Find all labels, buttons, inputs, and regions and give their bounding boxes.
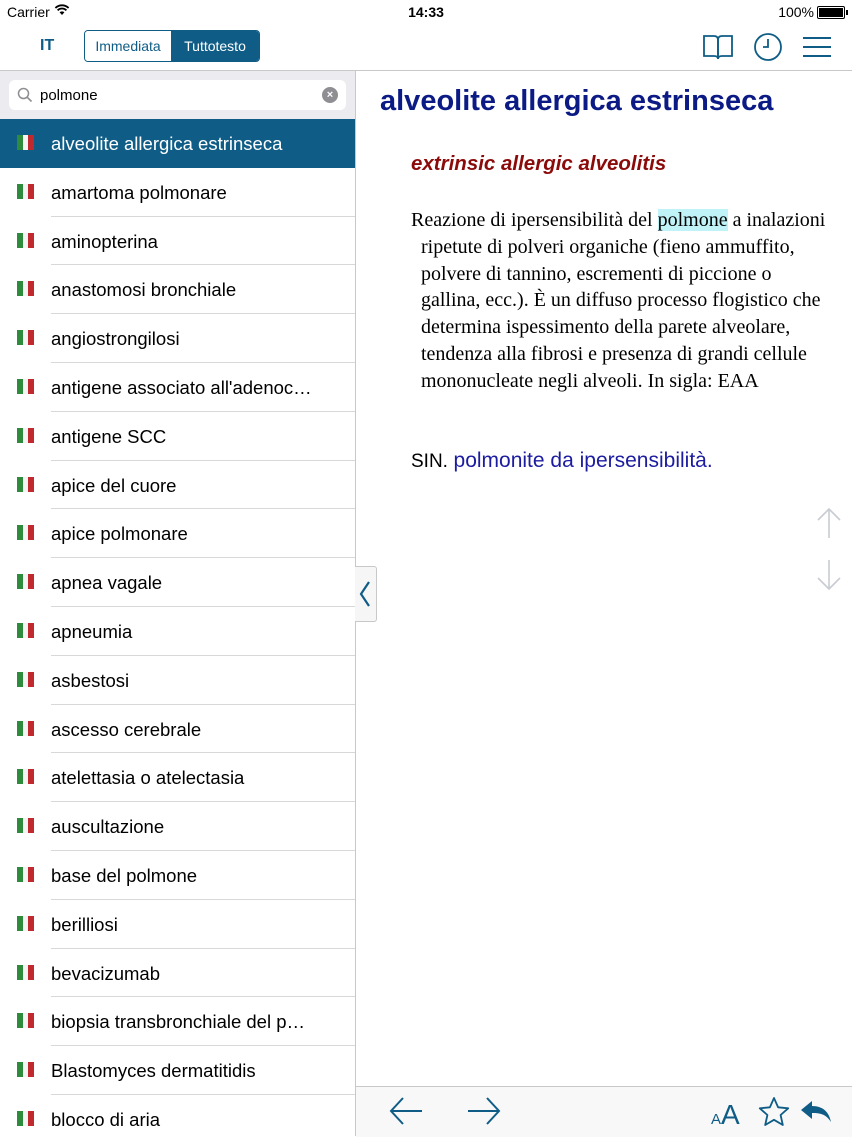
list-item[interactable] — [0, 753, 355, 802]
list-item[interactable] — [0, 997, 355, 1046]
list-item-label: base del polmone — [51, 864, 198, 886]
list-item[interactable] — [0, 509, 355, 558]
menu-icon[interactable] — [801, 32, 833, 62]
italian-flag-icon — [17, 818, 34, 833]
list-item[interactable] — [0, 168, 355, 217]
list-item[interactable] — [0, 802, 355, 851]
italian-flag-icon — [17, 916, 34, 931]
history-icon[interactable] — [752, 32, 784, 62]
list-item[interactable] — [0, 949, 355, 998]
synonym-suffix: . — [706, 449, 713, 472]
list-item-label: angiostrongilosi — [51, 328, 180, 350]
italian-flag-icon — [17, 233, 34, 248]
list-item[interactable] — [0, 705, 355, 754]
list-item-label: antigene associato all'adenoc… — [51, 376, 312, 398]
italian-flag-icon — [17, 965, 34, 980]
entry-title: alveolite allergica estrinseca — [380, 85, 774, 117]
italian-flag-icon — [17, 135, 34, 150]
list-item-label: apneumia — [51, 620, 133, 642]
list-item-label: antigene SCC — [51, 425, 167, 447]
battery-icon — [817, 6, 845, 19]
list-item[interactable] — [0, 1046, 355, 1095]
list-item[interactable] — [0, 900, 355, 949]
list-item-label: apice polmonare — [51, 523, 188, 545]
english-translation: extrinsic allergic alveolitis — [411, 152, 667, 175]
list-item[interactable] — [0, 1095, 355, 1136]
search-mode-control — [84, 30, 260, 62]
book-icon[interactable] — [702, 32, 734, 62]
italian-flag-icon — [17, 721, 34, 736]
language-button[interactable]: IT — [40, 37, 55, 54]
results-sidebar — [0, 71, 356, 1136]
definition-part: Reazione di ipersensibilità del — [411, 209, 658, 231]
list-item-label: apnea vagale — [51, 572, 163, 594]
back-arrow-icon[interactable] — [388, 1094, 424, 1133]
italian-flag-icon — [17, 281, 34, 296]
list-item-label: atelettasia o atelectasia — [51, 767, 245, 789]
definition-part: a inalazioni ripetute di polveri organiche (fieno ammuffito, polvere di tannino, escrementi di piccione o gallina, ecc.). È un diffuso processo flogistico che determina ispessimento della parete alveolare, tendenza alla fibrosi e presenza di grandi cellule mononucleate negli alveoli. In sigla: EAA — [421, 209, 826, 392]
list-item-label: blocco di aria — [51, 1108, 161, 1130]
list-item[interactable] — [0, 607, 355, 656]
svg-text:A: A — [711, 1111, 722, 1127]
list-item-label: asbestosi — [51, 669, 130, 691]
italian-flag-icon — [17, 867, 34, 882]
search-icon — [17, 87, 33, 103]
italian-flag-icon — [17, 330, 34, 345]
italian-flag-icon — [17, 379, 34, 394]
list-item-label: biopsia transbronchiale del p… — [51, 1011, 306, 1033]
italian-flag-icon — [17, 623, 34, 638]
results-list — [0, 119, 355, 1136]
svg-text:A: A — [721, 1099, 740, 1127]
font-size-icon[interactable] — [710, 1095, 744, 1132]
carrier-label: Carrier — [7, 4, 50, 20]
italian-flag-icon — [17, 769, 34, 784]
mode-immediata[interactable]: Immediata — [85, 31, 171, 61]
return-icon[interactable] — [800, 1099, 832, 1130]
list-item-label: auscultazione — [51, 816, 165, 838]
italian-flag-icon — [17, 477, 34, 492]
list-item[interactable] — [0, 119, 355, 168]
italian-flag-icon — [17, 1062, 34, 1077]
italian-flag-icon — [17, 184, 34, 199]
list-item-label: anastomosi bronchiale — [51, 279, 237, 301]
list-item[interactable] — [0, 412, 355, 461]
list-item[interactable] — [0, 851, 355, 900]
definition-text — [411, 207, 826, 395]
top-navbar — [0, 24, 852, 71]
italian-flag-icon — [17, 672, 34, 687]
list-item[interactable] — [0, 656, 355, 705]
italian-flag-icon — [17, 1111, 34, 1126]
synonym-line — [411, 449, 713, 473]
search-value: polmone — [40, 87, 98, 104]
list-item-label: aminopterina — [51, 230, 158, 252]
list-item[interactable] — [0, 265, 355, 314]
italian-flag-icon — [17, 525, 34, 540]
search-highlight: polmone — [657, 209, 728, 231]
mode-tuttotesto[interactable]: Tuttotesto — [171, 31, 259, 61]
list-item[interactable] — [0, 363, 355, 412]
italian-flag-icon — [17, 428, 34, 443]
list-item-label: bevacizumab — [51, 962, 161, 984]
list-item-label: amartoma polmonare — [51, 181, 227, 203]
battery-percent: 100% — [778, 4, 814, 20]
scroll-down-icon[interactable] — [816, 558, 842, 592]
synonym-link[interactable]: polmonite da ipersensibilità — [453, 449, 707, 472]
scroll-up-icon[interactable] — [816, 506, 842, 540]
clear-search-icon[interactable]: × — [322, 87, 338, 103]
clock: 14:33 — [408, 4, 444, 20]
italian-flag-icon — [17, 1013, 34, 1028]
forward-arrow-icon[interactable] — [466, 1094, 502, 1133]
synonym-prefix: SIN. — [411, 451, 448, 472]
search-input[interactable] — [9, 80, 346, 110]
list-item[interactable] — [0, 558, 355, 607]
status-bar — [0, 0, 852, 24]
list-item-label: apice del cuore — [51, 474, 177, 496]
entry-detail — [356, 71, 852, 1086]
list-item-label: Blastomyces dermatitidis — [51, 1060, 256, 1082]
list-item[interactable] — [0, 217, 355, 266]
favorite-star-icon[interactable] — [758, 1096, 790, 1133]
list-item-label: alveolite allergica estrinseca — [51, 133, 283, 154]
bottom-toolbar — [356, 1086, 852, 1137]
list-item[interactable] — [0, 461, 355, 510]
list-item[interactable] — [0, 314, 355, 363]
search-bar — [0, 71, 355, 119]
italian-flag-icon — [17, 574, 34, 589]
list-item-label: berilliosi — [51, 913, 118, 935]
list-item-label: ascesso cerebrale — [51, 718, 202, 740]
